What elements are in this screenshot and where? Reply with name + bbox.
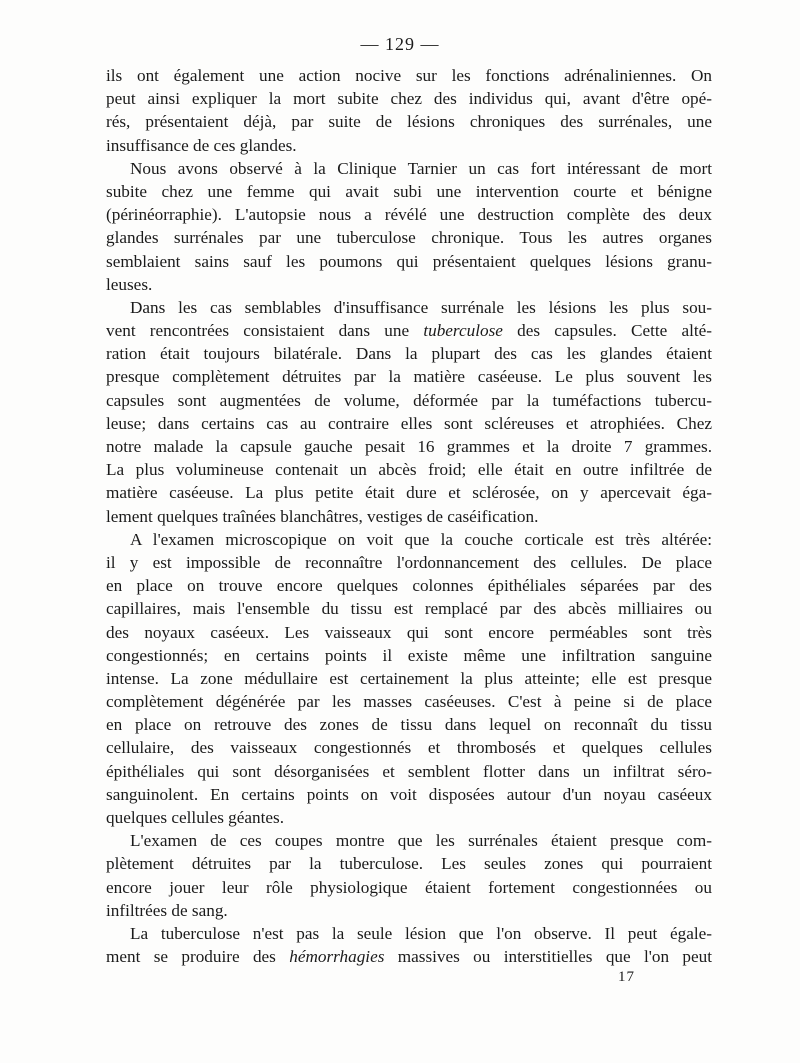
text-line: complètement dégénérée par les masses caséeuses. C'est à peine si de place — [106, 692, 712, 712]
text-line: capsules sont augmentées de volume, déformée par la tuméfactions tubercu- — [106, 390, 712, 410]
signature-mark: 17 — [618, 969, 635, 985]
text-line: ils ont également une action nocive sur les fonctions adrénaliniennes. On — [106, 66, 712, 85]
text-line: lement quelques traînées blanchâtres, vestiges de caséification. — [106, 506, 539, 526]
paragraph-first-line: L'examen de ces coupes montre que les surrénales étaient presque com- — [130, 831, 712, 851]
paragraph-first-line: Dans les cas semblables d'insuffisance surrénale les lésions les plus sou- — [130, 297, 712, 317]
text-line: peut ainsi expliquer la mort subite chez des individus qui, avant d'être opé- — [106, 89, 712, 109]
text-line: infiltrées de sang. — [106, 900, 228, 920]
text-line: insuffisance de ces glandes. — [106, 135, 297, 155]
text-segment: des capsules. Cette alté- — [502, 321, 712, 341]
text-line: La plus volumineuse contenait un abcès froid; elle était en outre infiltrée de — [106, 460, 712, 480]
text-segment: massives ou interstitielles que l'on peut — [384, 947, 712, 967]
text-line: glandes surrénales par une tuberculose chronique. Tous les autres organes — [106, 228, 712, 248]
text-line: semblaient sains sauf les poumons qui présentaient quelques lésions granu- — [106, 251, 712, 271]
text-line: subite chez une femme qui avait subi une intervention courte et bénigne — [106, 181, 712, 201]
text-line: épithéliales qui sont désorganisées et semblent flotter dans un infiltrat séro- — [106, 761, 712, 781]
text-line: plètement détruites par la tuberculose. Les seules zones qui pourraient — [106, 854, 712, 874]
text-line: notre malade la capsule gauche pesait 16 grammes et la droite 7 grammes. — [106, 437, 712, 456]
text-line: leuses. — [106, 274, 153, 294]
paragraph-first-line: La tuberculose n'est pas la seule lésion que l'on observe. Il peut égale- — [130, 923, 712, 943]
text-line: il y est impossible de reconnaître l'ordonnancement des cellules. De place — [106, 552, 712, 572]
paragraph-first-line: A l'examen microscopique on voit que la couche corticale est très altérée: — [130, 529, 712, 549]
text-line: rés, présentaient déjà, par suite de lésions chroniques des surrénales, une — [106, 112, 712, 132]
text-line: capillaires, mais l'ensemble du tissu est remplacé par des abcès milliaires ou — [106, 599, 712, 619]
italic-term: tuberculose — [423, 321, 503, 341]
text-line: matière caséeuse. La plus petite était dure et sclérosée, on y apercevait éga- — [106, 483, 712, 503]
text-line: en place on retrouve des zones de tissu dans lequel on reconnaît du tissu — [106, 715, 712, 735]
text-segment: ment se produire des — [106, 947, 290, 967]
text-line: presque complètement détruites par la matière caséeuse. Le plus souvent les — [106, 367, 712, 387]
text-line: en place on trouve encore quelques colonnes épithéliales séparées par des — [106, 576, 712, 596]
text-line: intense. La zone médullaire est certainement la plus atteinte; elle est presque — [106, 668, 712, 688]
text-line: congestionnés; en certains points il existe même une infiltration sanguine — [106, 645, 712, 665]
text-line: ration était toujours bilatérale. Dans la plupart des cas les glandes étaient — [106, 344, 712, 364]
text-line: cellulaire, des vaisseaux congestionnés et thrombosés et quelques cellules — [106, 738, 712, 758]
text-segment: vent rencontrées consistaient dans une — [106, 321, 424, 341]
text-line: sanguinolent. En certains points on voit disposées autour d'un noyau caséeux — [106, 784, 712, 804]
text-line: leuse; dans certains cas au contraire elles sont scléreuses et atrophiées. Chez — [106, 413, 712, 433]
text-line — [106, 319, 712, 342]
paragraph-first-line: Nous avons observé à la Clinique Tarnier un cas fort intéressant de mort — [130, 158, 712, 178]
text-line: encore jouer leur rôle physiologique étaient fortement congestionnées ou — [106, 877, 712, 897]
body-text — [106, 64, 712, 968]
text-line: (périnéorraphie). L'autopsie nous a révélé une destruction complète des deux — [106, 205, 712, 225]
page-number: — 129 — — [360, 34, 440, 54]
text-line — [106, 945, 712, 968]
text-line: quelques cellules géantes. — [106, 808, 285, 827]
text-line: des noyaux caséeux. Les vaisseaux qui sont encore perméables sont très — [106, 622, 712, 642]
italic-term: hémorrhagies — [289, 947, 385, 967]
